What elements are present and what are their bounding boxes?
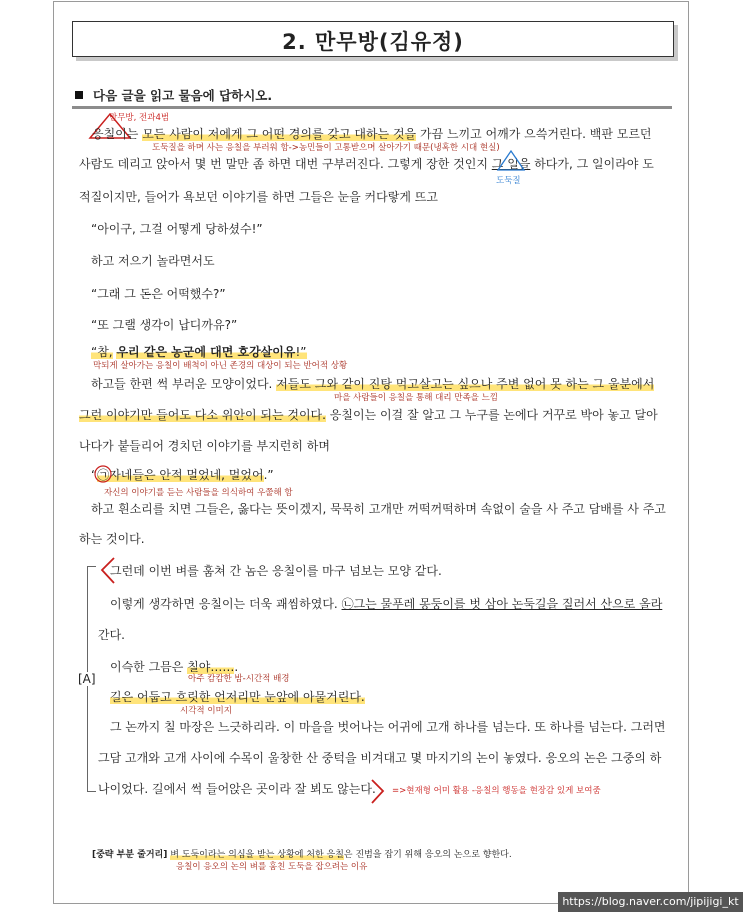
text-line-9 xyxy=(91,376,654,392)
annotation-steal: 도둑질 xyxy=(496,176,521,186)
annotation-l1: 도둑질을 하며 사는 응칠을 부러워 함->농민들이 고통받으며 살아가기 때문(냉혹한 시대 현실) xyxy=(152,143,500,153)
summary-label: [중략 부분 줄거리] xyxy=(92,850,168,860)
summary-text: 은 진범을 잡기 위해 응오의 논으로 향한다. xyxy=(343,850,512,860)
l10-part-b: 응칠이는 이걸 잘 알고 그 누구를 논에다 거꾸로 박아 놓고 달아 xyxy=(329,408,658,422)
l10-highlight: 그런 이야기만 들어도 다소 위안이 되는 것이다. xyxy=(79,408,326,422)
circle-mark-icon xyxy=(94,465,114,485)
l12-part-c: .” xyxy=(263,468,274,482)
summary xyxy=(92,847,512,860)
annotation-l22: =>현재형 어미 활용 -응칠의 행동을 현장감 있게 보여줌 xyxy=(392,786,601,796)
instruction xyxy=(75,86,272,104)
text-line-12 xyxy=(91,467,274,483)
l18-highlight: 칠야…… xyxy=(187,660,235,674)
instruction-text: 다음 글을 읽고 물음에 답하시오. xyxy=(93,88,273,103)
text-line-10 xyxy=(79,407,658,423)
text-line-4: “아이구, 그걸 어떻게 당하셨수!” xyxy=(91,222,263,236)
red-chevron-right-icon xyxy=(368,778,388,806)
text-line-2 xyxy=(79,156,654,172)
l8-part-a: “참, xyxy=(91,345,113,359)
l1-part-a: 응칠이는 xyxy=(92,127,139,141)
text-line-17: 간다. xyxy=(98,628,125,642)
annotation-summary: 응칠이 응오의 논의 벼를 훔친 도둑을 잡으려는 이유 xyxy=(176,862,368,872)
text-line-7: “또 그랠 생각이 납디까유?” xyxy=(91,318,238,332)
l9-highlight: 저들도 그와 같이 진탕 먹고살고는 싶으나 주변 없어 못 하는 그 울분에서 xyxy=(276,377,655,391)
summary-highlight: 벼 도둑이라는 의심을 받는 상황에 처한 응칠 xyxy=(170,850,344,860)
text-line-20: 그 논까지 칠 마장은 느긋하리라. 이 마을을 벗어나는 어귀에 고개 하나를 넘는다. 또 하나를 넘는다. 그러면 xyxy=(110,720,666,734)
text-line-21: 그담 고개와 고개 사이에 수목이 울창한 산 중턱을 비겨대고 몇 마지기의 논이 놓였다. 응오의 논은 그중의 하 xyxy=(98,751,662,765)
annotation-title: 만무방, 전과4범 xyxy=(109,113,170,123)
l2-part-c: 하다가, 그 일이라야 도 xyxy=(534,157,654,171)
text-line-8 xyxy=(91,344,307,360)
l12-highlight: ㉠자네들은 안적 멀었네, 멀었어 xyxy=(97,468,264,482)
l16-underline: ㉡그는 물푸레 몽둥이를 벗 삼아 논둑길을 질러서 산으로 올라 xyxy=(341,597,663,611)
divider xyxy=(72,106,672,109)
l2-underline: 그 일을 xyxy=(491,157,531,171)
annotation-l8: 막되게 살아가는 응칠이 배척이 아닌 존경의 대상이 되는 반어적 상황 xyxy=(93,361,348,371)
text-line-16 xyxy=(110,596,662,612)
l2-part-a: 사람도 데리고 앉아서 몇 번 말만 좀 하면 대번 구부러진다. 그렇게 장한 것인지 xyxy=(79,157,488,171)
bullet-square-icon xyxy=(75,91,83,99)
title-box xyxy=(72,21,674,57)
l18-part-c: . xyxy=(234,660,239,674)
annotation-l9: 마을 사람들이 응칠을 통해 대리 만족을 느낌 xyxy=(334,393,499,403)
text-line-19 xyxy=(110,689,365,705)
l16-part-a: 이렇게 생각하면 응칠이는 더욱 괘씸하였다. xyxy=(110,597,338,611)
text-line-22: 나이었다. 길에서 썩 들어앉은 곳이라 잘 뵈도 않는다. xyxy=(98,782,376,796)
l8-highlight: 우리 같은 농군에 대면 호강살이유 xyxy=(116,345,296,359)
annotation-l19: 시각적 이미지 xyxy=(180,706,232,716)
annotation-l12: 자신의 이야기를 듣는 사람들을 의식하여 우쭐해 함 xyxy=(104,488,293,498)
l9-part-a: 하고들 한편 썩 부러운 모양이었다. xyxy=(91,377,273,391)
l19-highlight: 길은 어둡고 흐릿한 언저리만 눈앞에 아물거린다. xyxy=(110,690,365,704)
text-line-1 xyxy=(92,126,652,142)
l18-part-a: 이슥한 그믐은 xyxy=(110,660,184,674)
bracket-label: [A] xyxy=(78,672,96,686)
page-title: 2. 만무방(김유정) xyxy=(282,30,464,54)
l1-part-c: 가끔 느끼고 어깨가 으쓱거린다. 백판 모르던 xyxy=(419,127,652,141)
l8-part-c: !” xyxy=(295,345,307,359)
l12-part-a: “ xyxy=(91,468,98,482)
text-line-18 xyxy=(110,659,238,675)
text-line-15: 그런데 이번 벼를 훔쳐 간 놈은 응칠이를 마구 넘보는 모양 같다. xyxy=(110,564,442,578)
text-line-13: 하고 흰소리를 치면 그들은, 옳다는 뜻이겠지, 묵묵히 고개만 꺼떡꺼떡하며 속없이 술을 사 주고 담배를 사 주고 xyxy=(91,502,666,516)
l1-highlight: 모든 사람이 저에게 그 어떤 경의를 갖고 대하는 것을 xyxy=(142,127,417,141)
text-line-11: 나다가 붙들리어 경치던 이야기를 부지런히 하며 xyxy=(79,439,330,453)
text-line-14: 하는 것이다. xyxy=(79,532,145,546)
text-line-5: 하고 저으기 놀라면서도 xyxy=(91,254,215,268)
blue-triangle-icon xyxy=(496,148,528,172)
text-line-3: 적질이지만, 들어가 욕보던 이야기를 하면 그들은 눈을 커다랗게 뜨고 xyxy=(79,190,438,204)
text-line-6: “그래 그 돈은 어떡했수?” xyxy=(91,287,226,301)
annotation-l18: 아주 캄캄한 밤-시간적 배경 xyxy=(188,674,290,684)
watermark: https://blog.naver.com/jipijigi_kt xyxy=(558,892,743,912)
